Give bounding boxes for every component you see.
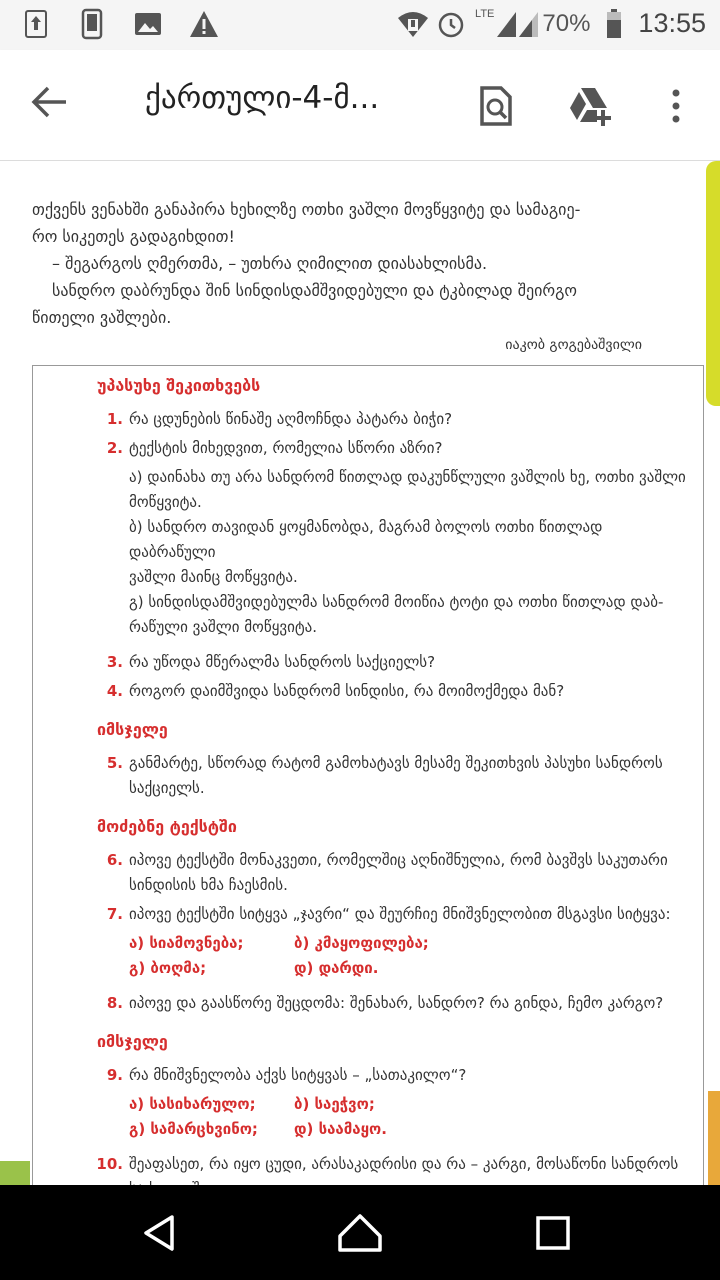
- question-item: 8. იპოვე და გაასწორე შეცდომა: შენახარ, სანდრო? რა გინდა, ჩემო კარგო?: [106, 994, 664, 1012]
- page-side-accent: [706, 161, 720, 406]
- navigation-bar: [0, 1185, 720, 1280]
- story-line: – შეგარგოს ღმერთმა, – უთხრა ღიმილით დიასახლისმა.: [52, 254, 488, 273]
- question-item: 7. იპოვე ტექსტში სიტყვა „ჯავრი“ და შეურჩიე მნიშვნელობით მსგავსი სიტყვა:: [106, 905, 671, 923]
- answer-option: გ) სამარცხვინო;: [129, 1120, 258, 1138]
- nav-home-button[interactable]: [337, 1210, 383, 1256]
- answer-option: ბ) საეჭვო;: [294, 1095, 375, 1113]
- back-button[interactable]: [30, 82, 80, 132]
- question-item: 2. ტექსტის მიხედვით, რომელია სწორი აზრი?: [106, 439, 443, 457]
- question-item: 3. რა უწოდა მწერალმა სანდროს საქციელს?: [106, 653, 436, 671]
- home-icon: [337, 1213, 383, 1253]
- app-bar: [0, 50, 720, 161]
- page-decoration: [708, 1091, 720, 1186]
- section-heading: იმსჯელე: [97, 1032, 168, 1051]
- answer-options: [73, 931, 693, 981]
- answer-option: ა) დაინახა თუ არა სანდრომ წითლად დაკუნწლული ვაშლის ხე, ოთხი ვაშლი: [129, 468, 686, 486]
- back-arrow-icon: [30, 82, 70, 122]
- upload-icon: [22, 10, 50, 38]
- answer-option: ვაშლი მაინც მოწყვიტა.: [129, 568, 298, 586]
- answer-option: ა) სასიხარულო;: [129, 1095, 256, 1113]
- answer-option: ა) სიამოვნება;: [129, 934, 244, 952]
- network-label: LTE: [475, 7, 495, 20]
- document-title: ქართული-4-მ...: [145, 80, 380, 116]
- search-in-document-button[interactable]: [468, 78, 524, 134]
- story-line: სანდრო დაბრუნდა შინ სინდისდამშვიდებული და ტკბილად შეირგო: [52, 281, 578, 300]
- clock: 13:55: [638, 8, 706, 38]
- search-document-icon: [479, 86, 513, 126]
- phone-icon: [78, 10, 106, 38]
- question-item: 6. იპოვე ტექსტში მონაკვეთი, რომელშიც აღნიშნულია, რომ ბავშვს საკუთარი სინდისის ხმა ჩაესმის.: [106, 851, 668, 894]
- author-name: იაკობ გოგებაშვილი: [505, 337, 642, 353]
- section-heading: უპასუხე შეკითხვებს: [97, 376, 261, 395]
- answer-option: მოწყვიტა.: [129, 493, 202, 511]
- answer-option: რაწული ვაშლი მოწყვიტა.: [129, 618, 318, 636]
- section-heading: იმსჯელე: [97, 720, 168, 739]
- back-triangle-icon: [140, 1213, 180, 1253]
- question-item: 9. რა მნიშვნელობა აქვს სიტყვას – „სათაკილო“?: [106, 1066, 467, 1084]
- question-item: 4. როგორ დაიმშვიდა სანდრომ სინდისი, რა მოიმოქმედა მან?: [106, 682, 565, 700]
- answer-options: [73, 1092, 693, 1142]
- image-icon: [134, 10, 162, 38]
- page-decoration-left: [0, 1161, 30, 1185]
- answer-option: გ) სინდისდამშვიდებულმა სანდრომ მოიწია ტოტი და ოთხი წითლად დაბ-: [129, 593, 664, 611]
- add-to-drive-button[interactable]: [562, 78, 618, 134]
- signal-icon: [504, 10, 532, 38]
- question-item: 1. რა ცდუნების წინაშე აღმოჩნდა პატარა ბიჭი?: [106, 410, 453, 428]
- question-item: 10. შეაფასეთ, რა იყო ცუდი, არასაკადრისი და რა – კარგი, მოსაწონი სანდროს: [96, 1155, 679, 1173]
- wifi-icon: [399, 10, 427, 38]
- answer-option: გ) ბოღმა;: [129, 959, 207, 977]
- answer-option: ბ) სანდრო თავიდან ყოყმანობდა, მაგრამ ბოლოს ოთხი წითლად დაბრაწული: [129, 518, 603, 561]
- warning-icon: [190, 10, 218, 38]
- section-heading: მოძებნე ტექსტში: [97, 817, 237, 836]
- questions-box: [32, 365, 704, 1207]
- more-vert-icon: [670, 88, 682, 124]
- story-line: თქვენს ვენახში განაპირა ხეხილზე ოთხი ვაშლი მოვწყვიტე და სამაგიე-: [32, 200, 581, 219]
- answer-option: ბ) კმაყოფილება;: [294, 934, 429, 952]
- nav-back-button[interactable]: [137, 1210, 183, 1256]
- battery-percent: 70%: [542, 9, 591, 37]
- drive-add-icon: [567, 86, 613, 126]
- more-options-button[interactable]: [648, 78, 704, 134]
- status-bar: [0, 0, 720, 50]
- question-item: 5. განმარტე, სწორად რატომ გამოხატავს მესამე შეკითხვის პასუხი სანდროს საქციელს.: [106, 754, 663, 797]
- recents-icon: [535, 1215, 571, 1251]
- nav-recents-button[interactable]: [530, 1210, 576, 1256]
- answer-option: დ) დარდი.: [294, 959, 379, 977]
- story-line: წითელი ვაშლები.: [32, 308, 172, 327]
- alarm-icon: [437, 10, 465, 38]
- answer-option: დ) საამაყო.: [294, 1120, 387, 1138]
- story-line: რო სიკეთეს გადაგიხდით!: [32, 227, 235, 246]
- document-page[interactable]: [0, 161, 720, 1185]
- story-text: [32, 196, 672, 331]
- battery-icon: [600, 10, 628, 38]
